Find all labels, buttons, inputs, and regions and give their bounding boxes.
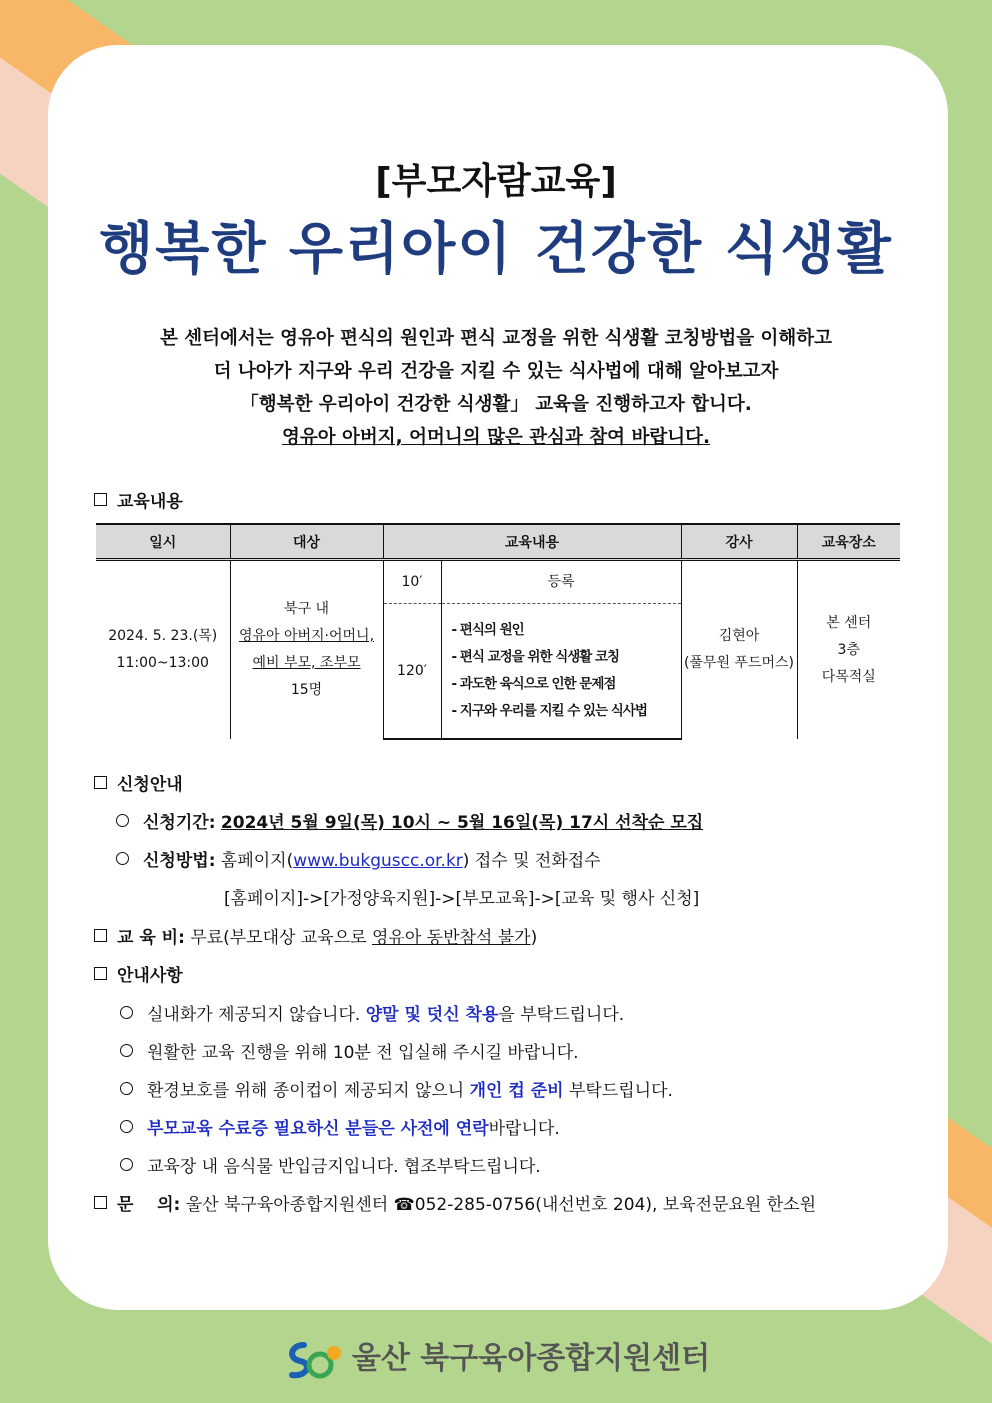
intro-line: 더 나아가 지구와 우리 건강을 지킬 수 있는 식사법에 대해 알아보고자	[213, 361, 779, 382]
table-row	[96, 560, 900, 604]
intro-text	[0, 322, 992, 454]
inquiry-line: 문 의: 울산 북구육아종합지원센터 ☎052-285-0756(내선번호 204), 보육전문요원 한소원	[94, 1190, 816, 1215]
apply-period: 신청기간: 2024년 5월 9일(목) 10시 ~ 5월 16일(목) 17시 선착순 모집	[116, 808, 703, 833]
place-cell: 본 센터 3층 다목적실	[797, 560, 900, 740]
schedule-table	[96, 523, 900, 740]
table-header: 교육내용	[383, 524, 681, 560]
checkbox-square-icon	[94, 493, 107, 506]
apply-method: 신청방법: 홈페이지(www.bukguscc.or.kr) 접수 및 전화접수	[116, 846, 601, 871]
target-cell: 북구 내 영유아 아버지·어머니, 예비 부모, 조부모 15명	[230, 560, 383, 740]
homepage-link[interactable]: www.bukguscc.or.kr	[293, 851, 463, 871]
date-cell: 2024. 5. 23.(목) 11:00~13:00	[108, 628, 218, 671]
fee-line: 교 육 비: 무료(부모대상 교육으로 영유아 동반참석 불가)	[94, 923, 537, 948]
checkbox-square-icon	[94, 967, 107, 980]
notice-item: 부모교육 수료증 필요하신 분들은 사전에 연락바랍니다.	[120, 1114, 560, 1139]
page-title: 행복한 우리아이 건강한 식생활	[99, 217, 893, 282]
notice-item: 실내화가 제공되지 않습니다. 양말 및 덧신 착용을 부탁드립니다.	[120, 1000, 624, 1025]
table-header: 강사	[681, 524, 797, 560]
bullet-circle-icon	[120, 1082, 133, 1095]
bullet-circle-icon	[120, 1006, 133, 1019]
footer-org: 울산 북구육아종합지원센터	[0, 1333, 992, 1381]
page-subtitle: [부모자람교육]	[375, 161, 617, 202]
content-cell: 등록	[441, 560, 681, 604]
center-logo-icon	[282, 1339, 344, 1381]
section-heading-content: 교육내용	[94, 487, 183, 512]
content-cell: - 편식의 원인 - 편식 교정을 위한 식생활 코칭 - 과도한 육식으로 인한 문제점 - 지구와 우리를 지킬 수 있는 식사법	[441, 604, 681, 740]
bullet-circle-icon	[120, 1158, 133, 1171]
instructor-cell: 김현아 (풀무원 푸드머스)	[681, 560, 797, 740]
checkbox-square-icon	[94, 929, 107, 942]
table-header: 일시	[96, 524, 230, 560]
section-heading-apply: 신청안내	[94, 770, 183, 795]
checkbox-square-icon	[94, 776, 107, 789]
intro-line: 영유아 아버지, 어머니의 많은 관심과 참여 바랍니다.	[282, 427, 710, 448]
intro-line: 「행복한 우리아이 건강한 식생활」 교육을 진행하고자 합니다.	[240, 394, 752, 415]
notice-item: 교육장 내 음식물 반입금지입니다. 협조부탁드립니다.	[120, 1152, 541, 1177]
apply-path: [홈페이지]->[가정양육지원]->[부모교육]->[교육 및 행사 신청]	[224, 889, 700, 909]
bullet-circle-icon	[120, 1044, 133, 1057]
checkbox-square-icon	[94, 1196, 107, 1209]
table-header: 대상	[230, 524, 383, 560]
table-header: 교육장소	[797, 524, 900, 560]
duration-cell: 120′	[383, 604, 441, 740]
table-header-row	[96, 524, 900, 560]
intro-line: 본 센터에서는 영유아 편식의 원인과 편식 교정을 위한 식생활 코칭방법을 이해하고	[159, 328, 833, 349]
bullet-circle-icon	[116, 852, 129, 865]
bullet-circle-icon	[116, 814, 129, 827]
bullet-circle-icon	[120, 1120, 133, 1133]
notice-item: 환경보호를 위해 종이컵이 제공되지 않으니 개인 컵 준비 부탁드립니다.	[120, 1076, 673, 1101]
section-heading-notice: 안내사항	[94, 961, 183, 986]
duration-cell: 10′	[383, 560, 441, 604]
notice-item: 원활한 교육 진행을 위해 10분 전 입실해 주시길 바랍니다.	[120, 1038, 579, 1063]
